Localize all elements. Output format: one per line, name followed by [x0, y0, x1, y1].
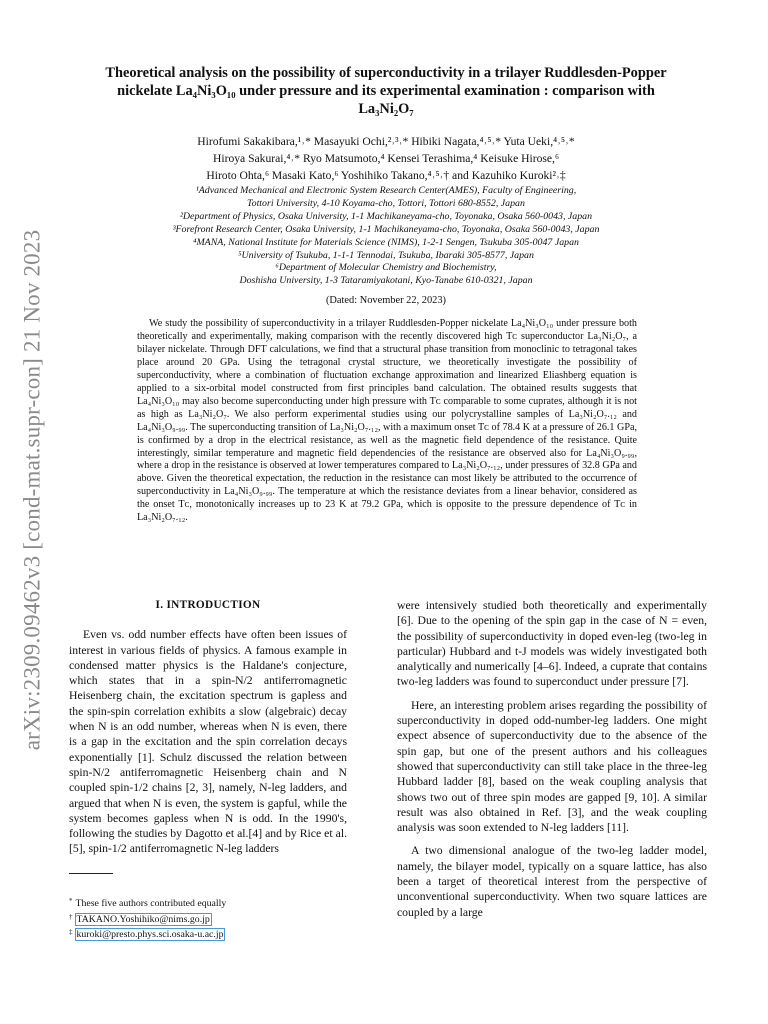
affiliation-line: ⁴MANA, National Institute for Materials Science (NIMS), 1-2-1 Sengen, Tsukuba 305-0047 Japan — [193, 236, 579, 248]
affiliation-line: ⁶Department of Molecular Chemistry and Biochemistry, — [275, 262, 497, 274]
date-line: (Dated: November 22, 2023) — [325, 295, 447, 306]
footnote-mark: † — [69, 912, 73, 921]
arxiv-stamp — [6, 229, 58, 751]
footnote-divider — [69, 873, 113, 874]
author-list — [96, 133, 676, 184]
author-line: Hiroya Sakurai,⁴˒* Ryo Matsumoto,⁴ Kensei Terashima,⁴ Keisuke Hirose,⁶ — [212, 152, 559, 165]
section-heading: I. INTRODUCTION — [155, 599, 261, 611]
affiliation-line: ⁵University of Tsukuba, 1-1-1 Tennodai, Tsukuba, Ibaraki 305-8577, Japan — [238, 249, 534, 261]
left-column — [69, 598, 347, 857]
body-paragraph: Here, an interesting problem arises regarding the possibility of superconductivity in doped odd-number-leg ladders. One might expect absence of superconductivity due to the absence of the spin gap, but one of the present authors and his colleagues showed that superconductivity can still take place in the three-leg Hubbard ladder [8], based on the weak coupling analysis that shows two out of three spin modes are gapped [9, 10]. A similar result was also obtained in Ref. [3], and the weak coupling analysis was soon extended to N-leg ladders [11]. — [397, 698, 707, 835]
arxiv-identifier[interactable]: arXiv:2309.09462v3 [cond-mat.supr-con] 21 Nov 2023 — [19, 229, 44, 751]
affiliations — [96, 185, 676, 288]
email-link[interactable]: TAKANO.Yoshihiko@nims.go.jp — [76, 913, 210, 925]
body-paragraph: A two dimensional analogue of the two-leg ladder model, namely, the bilayer model, typically on a square lattice, has also been a target of theoretical interest from the perspective of unconventional superconductivity. When two square lattices are coupled by a large — [397, 844, 707, 919]
footnote-item — [69, 926, 349, 942]
affiliation-line: Doshisha University, 1-3 Tataramiyakotani, Kyo-Tanabe 610-0321, Japan — [239, 275, 533, 287]
email-link[interactable]: kuroki@presto.phys.sci.osaka-u.ac.jp — [76, 929, 224, 941]
footnote-item — [69, 911, 349, 927]
affiliation-line: ³Forefront Research Center, Osaka University, 1-1 Machikaneyama-cho, Toyonaka, Osaka 560-0043, Japan — [172, 223, 600, 235]
paper-title: Theoretical analysis on the possibility of superconductivity in a trilayer Ruddlesden-Popper nickelate La₄Ni₃O₁₀ under pressure and its experimental examination : comparison with La₃Ni₂O₇ — [105, 65, 667, 117]
footnotes — [69, 895, 349, 942]
footnote-item — [69, 895, 349, 911]
affiliation-line: ²Department of Physics, Osaka University, 1-1 Machikaneyama-cho, Toyonaka, Osaka 560-0043, Japan — [179, 210, 593, 222]
abstract: We study the possibility of superconductivity in a trilayer Ruddlesden-Popper nickelate La₄Ni₃O₁₀ under pressure both theoretically and experimentally, making comparison with the recently discovered high Tᴄ superconductor La₃Ni₂O₇, a bilayer nickelate. Through DFT calculations, we find that a structural phase transition from monoclinic to tetragonal takes place around 20 GPa. Using the tetragonal crystal structure, we theoretically investigate the possibility of superconductivity, where a combination of fluctuation exchange approximation and linearized Eliashberg equation is applied to a six-orbital model constructed from first principles band calculation. The obtained results suggests that La₄Ni₃O₁₀ may also become superconducting under high pressure with Tᴄ comparable to some cuprates, although it is not as high as La₃Ni₂O₇. We also perform experimental studies using our polycrystalline samples of La₃Ni₂O₇.₁₂ and La₄Ni₃O₉.₉₉. The superconducting transition of La₃Ni₂O₇.₁₂, with a maximum onset Tᴄ of 78.4 K at a pressure of 26.1 GPa, is confirmed by a drop in the electrical resistance, as well as the magnetic field dependence of the resistance. Quite interestingly, similar temperature and magnetic field dependencies of the resistance are observed also for La₄Ni₃O₉.₉₉, where a drop in the resistance is observed at lower temperatures compared to La₃Ni₂O₇.₁₂, under pressures of 32.8 GPa and above. Given the theoretical expectation, the reduction in the resistance can most likely be attributed to the occurrence of superconductivity in La₄Ni₃O₉.₉₉. The temperature at which the resistance deviates from a linear behavior, considered as the onset Tᴄ, monotonically increases up to 23 K at 79.2 GPa, which is opposite to the pressure dependence of Tᴄ in La₃Ni₂O₇.₁₂. — [137, 318, 637, 524]
affiliation-line: Tottori University, 4-10 Koyama-cho, Tottori, Tottori 680-8552, Japan — [247, 197, 525, 209]
author-line: Hirofumi Sakakibara,¹˒* Masayuki Ochi,²˒³˒* Hibiki Nagata,⁴˒⁵˒* Yuta Ueki,⁴˒⁵˒* — [197, 135, 575, 148]
right-column — [397, 598, 707, 920]
body-paragraph: were intensively studied both theoretically and experimentally [6]. Due to the opening of the spin gap in the case of N = even, the possibility of superconductivity in doped even-leg (two-leg in particular) Hubbard and t-J models was widely investigated both analytically and numerically [4–6]. Indeed, a cuprate that contains two-leg ladders was found to superconduct under pressure [7]. — [397, 599, 707, 689]
affiliation-line: ¹Advanced Mechanical and Electronic System Research Center(AMES), Faculty of Engineering, — [195, 185, 577, 196]
body-paragraph: Even vs. odd number effects have often been issues of interest in various fields of physics. A famous example in condensed matter physics is the Haldane's conjecture, which states that in a spin-N/2 antiferromagnetic Heisenberg chain, the excitation spectrum is gapless and the spin-spin correlation exhibits a slow (algebraic) decay when N is an odd number, whereas when N is even, there is a gap in the excitation and the spin correlation decays exponentially [1]. Schulz discussed the relation between spin-N/2 antiferromagnetic Heisenberg chain and N coupled spin-1/2 chains [2, 3], namely, N-leg ladders, and argued that when N is even, the system is gapful, while the system becomes gapless when N is odd. In the 1990's, following the studies by Dagotto et al.[4] and by Rice et al.[5], spin-1/2 antiferromagnetic N-leg ladders — [69, 628, 347, 856]
footnote-mark: * — [69, 897, 73, 905]
footnote-mark: ‡ — [69, 928, 73, 937]
footnote-text: These five authors contributed equally — [75, 898, 227, 909]
author-line: Hiroto Ohta,⁶ Masaki Kato,⁶ Yoshihiko Takano,⁴˒⁵˒† and Kazuhiko Kuroki²˒‡ — [206, 169, 566, 182]
